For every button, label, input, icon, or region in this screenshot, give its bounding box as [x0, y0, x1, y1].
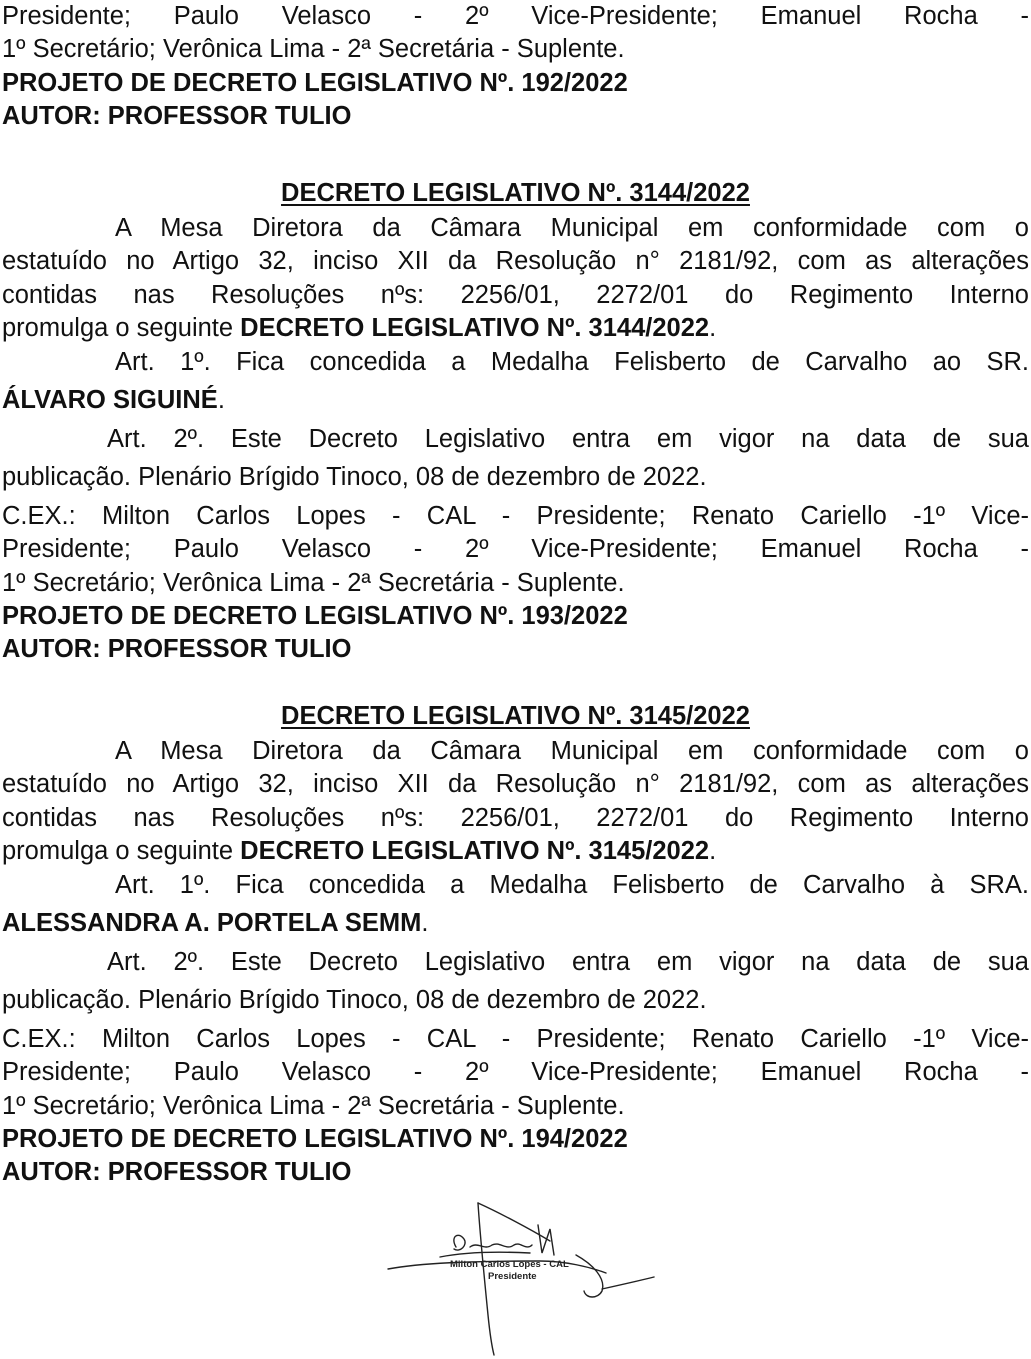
text-line: contidas nas Resoluções nºs: 2256/01, 2272/01 do Regimento Interno — [2, 281, 1029, 309]
signature-name: Milton Carlos Lopes - CAL — [450, 1259, 569, 1270]
article-2: Art. 2º. Este Decreto Legislativo entra em vigor na data de sua — [107, 948, 1029, 976]
honoree-name: ALESSANDRA A. PORTELA SEMM. — [2, 909, 429, 937]
projeto-heading: PROJETO DE DECRETO LEGISLATIVO Nº. 192/2022 — [2, 69, 628, 97]
signature-stamp — [380, 1195, 670, 1359]
signatories-line: 1º Secretário; Verônica Lima - 2ª Secretária - Suplente. — [2, 1092, 625, 1120]
text-line: promulga o seguinte DECRETO LEGISLATIVO Nº. 3144/2022. — [2, 314, 717, 342]
signature-role: Presidente — [488, 1271, 537, 1282]
autor-heading: AUTOR: PROFESSOR TULIO — [2, 102, 352, 130]
signatories-line: 1º Secretário; Verônica Lima - 2ª Secretária - Suplente. — [2, 569, 625, 597]
text-line: A Mesa Diretora da Câmara Municipal em conformidade com o — [115, 737, 1029, 765]
signatories-line: C.EX.: Milton Carlos Lopes - CAL - Presidente; Renato Cariello -1º Vice- — [2, 1025, 1029, 1053]
signatories-line: Presidente; Paulo Velasco - 2º Vice-Presidente; Emanuel Rocha - — [2, 535, 1029, 563]
text-line: publicação. Plenário Brígido Tinoco, 08 de dezembro de 2022. — [2, 986, 707, 1014]
text-line: Presidente; Paulo Velasco - 2º Vice-Presidente; Emanuel Rocha - — [2, 2, 1029, 30]
decree-title: DECRETO LEGISLATIVO Nº. 3144/2022 — [281, 179, 750, 207]
text-line: 1º Secretário; Verônica Lima - 2ª Secretária - Suplente. — [2, 35, 625, 63]
text-line: publicação. Plenário Brígido Tinoco, 08 de dezembro de 2022. — [2, 463, 707, 491]
honoree-name: ÁLVARO SIGUINÉ. — [2, 386, 225, 414]
text-line: A Mesa Diretora da Câmara Municipal em conformidade com o — [115, 214, 1029, 242]
text-line: contidas nas Resoluções nºs: 2256/01, 2272/01 do Regimento Interno — [2, 804, 1029, 832]
decree-title: DECRETO LEGISLATIVO Nº. 3145/2022 — [281, 702, 750, 730]
article-1: Art. 1º. Fica concedida a Medalha Felisberto de Carvalho à SRA. — [115, 871, 1029, 899]
signatories-line: Presidente; Paulo Velasco - 2º Vice-Presidente; Emanuel Rocha - — [2, 1058, 1029, 1086]
autor-heading: AUTOR: PROFESSOR TULIO — [2, 1158, 352, 1186]
autor-heading: AUTOR: PROFESSOR TULIO — [2, 635, 352, 663]
text-line: promulga o seguinte DECRETO LEGISLATIVO Nº. 3145/2022. — [2, 837, 717, 865]
signatories-line: C.EX.: Milton Carlos Lopes - CAL - Presidente; Renato Cariello -1º Vice- — [2, 502, 1029, 530]
projeto-heading: PROJETO DE DECRETO LEGISLATIVO Nº. 194/2022 — [2, 1125, 628, 1153]
text-line: estatuído no Artigo 32, inciso XII da Resolução n° 2181/92, com as alterações — [2, 770, 1029, 798]
article-2: Art. 2º. Este Decreto Legislativo entra em vigor na data de sua — [107, 425, 1029, 453]
projeto-heading: PROJETO DE DECRETO LEGISLATIVO Nº. 193/2022 — [2, 602, 628, 630]
text-line: estatuído no Artigo 32, inciso XII da Resolução n° 2181/92, com as alterações — [2, 247, 1029, 275]
article-1: Art. 1º. Fica concedida a Medalha Felisberto de Carvalho ao SR. — [115, 348, 1029, 376]
